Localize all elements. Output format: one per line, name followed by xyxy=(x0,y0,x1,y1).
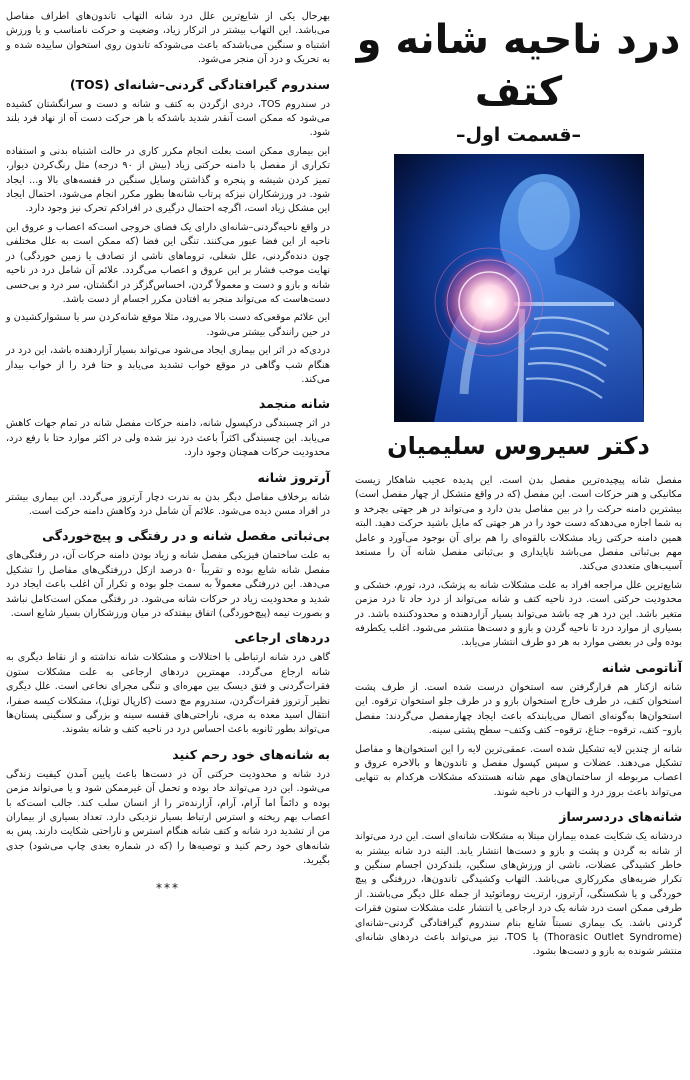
right-column xyxy=(345,0,690,964)
shoulder-xray-image xyxy=(394,154,644,422)
arthrosis-paragraph: شانه برخلاف مفاصل دیگر بدن به ندرت دچار آرتروز می‌گردد. این بیماری بیشتر در افراد مسن دیده می‌شود. علائم آن شامل درد وکاهش دامنه حرکت است. xyxy=(6,491,330,517)
section-heading-anatomy: آناتومی شانه xyxy=(601,659,682,675)
section-heading-care: به شانه‌های خود رحم کنید xyxy=(172,746,330,762)
frozen-shoulder-paragraph: در اثر چسبندگی درکپسول شانه، دامنه حرکات مفصل شانه در تمام جهات کاهش می‌یابد. این چسبندگی اکثراً باعث درد نیز شده ولی در اکثر موارد حتا با رفع درد، محدودیت حرکات همچنان وجود دارد. xyxy=(6,418,330,459)
article-title: درد ناحیه شانه و کتف xyxy=(356,17,681,115)
author-name: دکتر سیروس سلیمیان xyxy=(387,432,650,460)
care-paragraph: درد شانه و محدودیت حرکتی آن در دست‌ها باعث پایین آمدن کیفیت زندگی می‌شود. این درد می‌تواند حاد بوده و تحمل آن غیرممکن شود و یا می‌تواند مزمن بوده و دائماً اما آرام، آرام، آزارنده‌تر را از انسان سلب کند. جالب است‌که با اعصاب بهم ریخته و استرس ارتباط بسیار نزدیکی دارد. تعداد بسیاری از بیماران من از تشدید درد شانه و کتف شانه هنگام استرس و ناراحتی شکایت دارند. پس به شانه‌های خود رحم کنید و توصیه‌ها را (که در شماره بعدی چاپ می‌شود) جدی بگیرید. xyxy=(6,768,330,867)
tos-paragraph: این بیماری ممکن است بعلت انجام مکرر کاری در حالت اشتباه بدنی و استفاده تکراری از مفصل با دامنه حرکتی زیاد (بیش از ۹۰ درجه) مثل رنگ‌کردن دیوار، تمیز کردن شیشه و پنجره و گذاشتن وسایل سنگین در قفسه‌های بالا و... ایجاد شود. در ورزشکاران نیزکه پرتاب شانه‌ها بطور مکرر انجام می‌شود، احتمال ایجاد این مشکل زیاد است، اگرچه احتمال درگیری در افرادکم تحرک نیز وجود دارد. xyxy=(6,145,330,215)
tos-paragraph: در سندروم TOS، دردی ازگردن به کتف و شانه و دست و سرانگشتان کشیده می‌شود که ممکن است آنقدر شدید باشدکه با هر حرکت دست آه از نهاد فرد بلند شود. xyxy=(6,98,331,139)
tos-paragraph: این علائم موقعی‌که دست بالا می‌رود، مثلا موقع شانه‌کردن سر یا سشوارکشیدن و در حین رانندگی بیشتر می‌شود. xyxy=(6,312,330,338)
intro-paragraph: مفصل شانه پیچیده‌ترین مفصل بدن است. این پدیده عجیب شاهکار زیست مکانیکی و هنر حرکات است. این مفصل (که در واقع متشکل از چهار مفصل است) بیشترین دامنه حرکت را در بین مفاصل بدن دارد و می‌تواند در هر جهتی بچرخد و به شما اجازه می‌دهدکه دست خود را در هر جهتی که مایل باشید حرکت دهید. البته همین دامنه حرکتی زیاد مشکلات بالقوه‌ای را هم برای آن بوجود می‌آورد و عامل مهم بی‌ثباتی مفصل می‌باشد ناپایداری و بی‌ثباتی مفصل شانه آن را مستعد آسیب‌های متعددی می‌کند. xyxy=(355,475,682,573)
intro-paragraph: شایع‌ترین علل مراجعه افراد به علت مشکلات شانه به پزشک، درد، تورم، خشکی و محدودیت حرکتی است. درد ناحیه کتف و شانه می‌تواند از درد حاد تا درد مزمن متغیر باشد. این درد هر چه باشد می‌تواند بسیار آزاردهنده و محدودکننده باشد. در بسیاری از موارد درد تا ناحیه گردن و بازو و دست‌ها منتشر می‌شود. اغلب یکطرفه بوده ولی در بعضی موارد به هر دو طرف انتشار می‌یابد. xyxy=(355,579,682,649)
left-column xyxy=(0,0,340,895)
shoulder-illustration-icon xyxy=(394,154,644,422)
section-heading-instability: بی‌ثباتی مفصل شانه و در رفتگی و پیچ‌خوردگی xyxy=(42,528,330,544)
troublesome-shoulders-paragraph: درد‌شانه یک شکایت عمده بیماران مبتلا به مشکلات شانه‌ای است. این درد می‌تواند از شانه به گردن و پشت و بازو و دست‌ها انتشار یابد. البته درد شانه بیشتر به خاطر کشیدگی عضلات، ناشی از ورزش‌های سنگین، بلندکردن اجسام سنگین و تکرار ضربه‌های مکرر‌کاری می‌باشد. التهاب وکشیدگی تاندون‌ها، دررفتگی و پیچ‌ خوردگی و یا شکستگی، آرتروز، ارتریت روماتوئید از جمله علل دیگر می‌باشند. از طرفی ممکن است درد شانه یک درد ارجاعی یا انتشار علت مشکلات ستون فقرات گردنی باشد. یک بیماری نسبتاً شایع بنام سندروم گیرافتادگی گردنی–شانه‌ای (Thorasic Outlet Syndrome) یا TOS، نیز می‌تواند باعث دردهای شانه‌ای منتشر شونده به بازو و دست‌ها بشود. xyxy=(355,831,682,958)
article-subtitle: –قسمت اول– xyxy=(455,124,582,146)
anatomy-paragraph: شانه ازکنار هم قرارگرفتن سه استخوان درست شده است. از طرف پشت استخوان کتف، در طرف خارج استخوان بازو و در طرف جلو استخوان ترقوه. این استخوان‌ها به‌گونه‌ای اتصال می‌یابندکه باعث ایجاد چهارمفصل می‌گردند: مفصل بازو– کتف، ترقوه– جناغ، ترقوه– کتف وکتف– سطح پشتی سینه. xyxy=(355,681,682,737)
section-heading-referred-pain: دردهای ارجاعی xyxy=(234,630,330,646)
anatomy-paragraph: شانه از چندین لایه تشکیل شده است. عمقی‌ترین لایه را این استخوان‌ها و مفاصل تشکیل می‌دهند. عضلات و سپس کپسول مفصل و تاندون‌ها و بالاخره عروق و اعصاب مربوطه از ساختمان‌های مهم شانه هستندکه مشکلات هرکدام به تنهایی می‌تواند باعث بروز درد و التهاب در ناحیه شوند. xyxy=(355,743,682,798)
section-heading-frozen-shoulder: شانه منجمد xyxy=(258,396,330,412)
section-heading-troublesome-shoulders: شانه‌های دردسرساز xyxy=(559,809,682,825)
tos-paragraph: در واقع ناحیه‌گردنی–شانه‌ای دارای یک فضای خروجی است‌که اعصاب و عروق این ناحیه از این فضا عبور می‌کنند. تنگی این فضا (که ممکن است به علل مختلفی چون دنده‌گردنی، علل شغلی، تروماهای ناشی از تصادف یا زمین‌ خوردگی) در نهایت موجب فشار بر این عروق و اعصاب می‌گردد. علائم آن شامل درد در ناحیه شانه و بازو و دست و معمولاً گردن، احساس‌گزگز در انگشتان، سر درد و بی‌حسی دست‌هاست که می‌تواند منجر به افتادن مکرر اجسام از دست باشد. xyxy=(6,221,330,305)
tos-paragraph: دردی‌که در اثر این بیماری ایجاد می‌شود می‌تواند بسیار آزاردهنده باشد، این درد در هنگام شب وگاهی در موقع خواب تشدید می‌یابد و حتا فرد را از خواب بیدار می‌کند. xyxy=(6,345,330,385)
section-heading-tos: سندروم گیرافتادگی گردنی–شانه‌ای (TOS) xyxy=(69,76,330,92)
left-intro-paragraph: بهرحال یکی از شایع‌ترین علل درد شانه التهاب تاندون‌های اطراف مفاصل می‌باشد. این التهاب بیشتر در اثرکار زیاد، وضعیت و حرکت نامناسب و یا ورزش اشتباه و سنگین می‌باشدکه باعث می‌شودکه تاندون روی استخوان ساییده شده و به تحریک و درد آن منجر می‌شود. xyxy=(6,11,330,66)
end-mark: *** xyxy=(156,880,180,895)
instability-paragraph: به علت ساختمان فیزیکی مفصل شانه و زیاد بودن دامنه حرکات آن، در رفتگی‌های مفصل شانه شایع بوده و تقریباً ۵۰ درصد ازکل دررفتگی‌های مفاصل را تشکیل می‌دهد. این دررفتگی معمولاً به سمت جلو بوده و تکرار آن اغلب باعث ایجاد درد شدید و محدودیت زیاد در حرکات شانه می‌شود. در رفتگی ممکن است‌کامل نباشد و بصورت نیمه (پیچ‌خوردگی) اتفاق بیفتدکه در میان ورزشکاران بسیار شایع است. xyxy=(6,550,330,619)
referred-pain-paragraph: گاهی درد شانه ارتباطی با اختلالات و مشکلات شانه نداشته و از نقاط دیگری به شانه ارجاع می‌گردد. مهمترین دردهای ارجاعی به علت مشکلات ستون فقرات‌گردنی و فتق دیسک بین مهره‌ای و تنگی مجرای نخاعی است. علل دیگری نظیر آرتروز فقرات‌گردن، سندروم مچ دست (کارپال تونل)، مشکلات کیسه صفرا، انتقال اسید معده به مری، ناراحتی‌های قفسه سینه و بزرگی و سنگینی پستان‌ها می‌تواند بطور ثانویه باعث احساس درد در ناحیه کتف و شانه بشوند. xyxy=(6,652,330,736)
section-heading-arthrosis: آرتروز شانه xyxy=(257,469,330,485)
